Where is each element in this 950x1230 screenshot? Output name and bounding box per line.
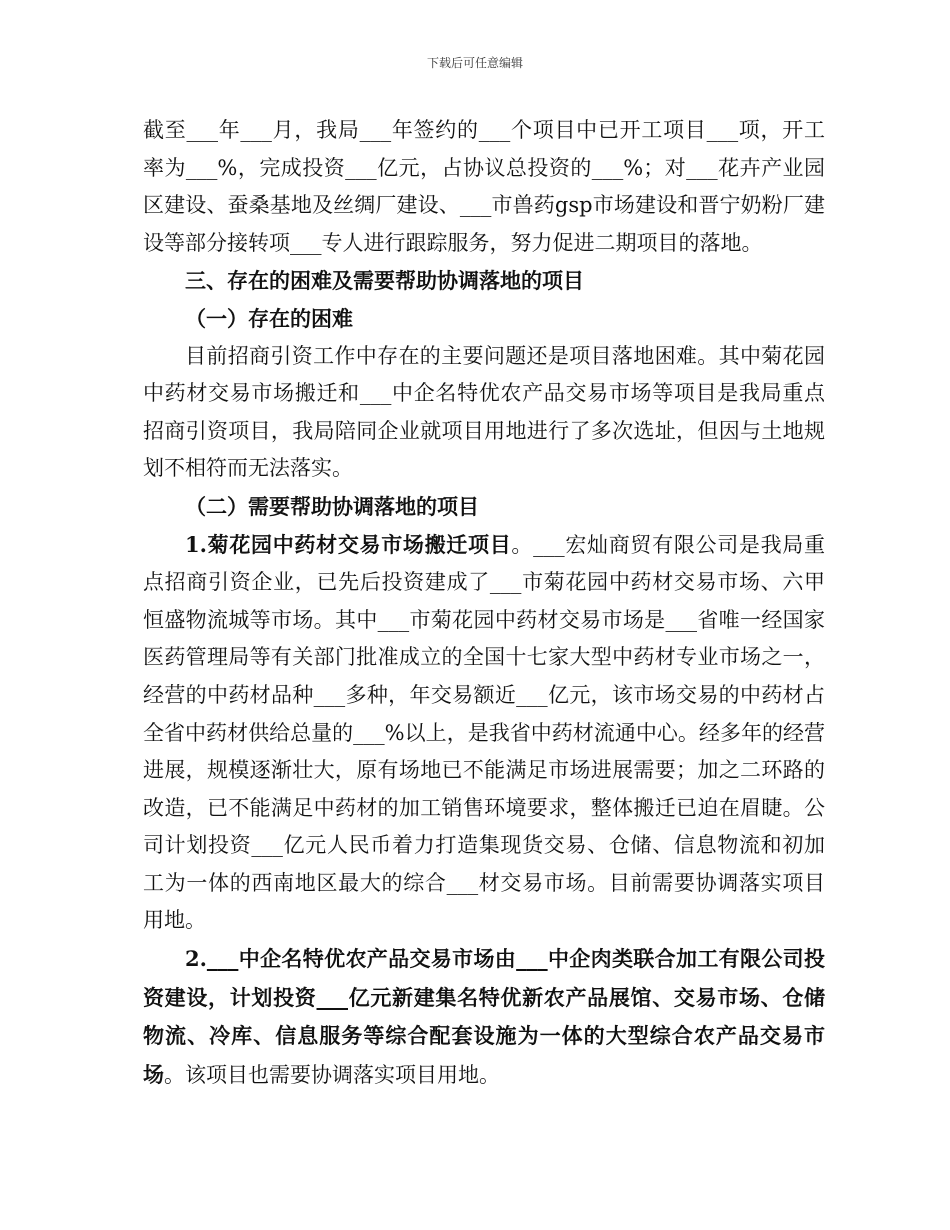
project-2-title: 2.___中企名特优农产品交易市场由___中企肉类联合加工有限公司投资建设，计划投资___亿元新建集名特优新农产品展馆、交易市场、仓储物流、冷库、信息服务等综合配套设施为一体的大型综合农产品交易市场	[143, 946, 825, 1087]
subsection-heading-difficulties: （一）存在的困难	[185, 305, 353, 331]
section-heading-3: 三、存在的困难及需要帮助协调落地的项目	[185, 268, 584, 294]
paragraph-difficulties: 目前招商引资工作中存在的主要问题还是项目落地困难。其中菊花园中药材交易市场搬迁和___中企名特优农产品交易市场等项目是我局重点招商引资项目，我局陪同企业就项目用地进行了多次选址，但因与土地规划不相符而无法落实。	[143, 343, 825, 481]
document-body	[143, 112, 825, 1094]
page-header: 下载后可任意编辑	[426, 56, 523, 70]
project-2-text: 。该项目也需要协调落实项目用地。	[164, 1062, 500, 1087]
subsection-heading-projects: （二）需要帮助协调落地的项目	[185, 493, 479, 519]
project-1-title: 1.菊花园中药材交易市场搬迁项目	[185, 531, 512, 557]
paragraph-progress: 截至___年___月，我局___年签约的___个项目中已开工项目___项，开工率为___%，完成投资___亿元，占协议总投资的___%；对___花卉产业园区建设、蚕桑基地及丝绸厂建设、___市兽药gsp市场建设和晋宁奶粉厂建设等部分接转项___专人进行跟踪服务，努力促进二期项目的落地。	[143, 118, 825, 255]
paragraph-project-1	[143, 526, 825, 941]
project-1-text: 。___宏灿商贸有限公司是我局重点招商引资企业，已先后投资建成了___市菊花园中药材交易市场、六甲恒盛物流城等市场。其中___市菊花园中药材交易市场是___省唯一经国家医药管理局等有关部门批准成立的全国十七家大型中药材专业市场之一，经营的中药材品种___多种，年交易额近___亿元，该市场交易的中药材占全省中药材供给总量的___%以上，是我省中药材流通中心。经多年的经营进展，规模逐渐壮大，原有场地已不能满足市场进展需要；加之二环路的改造，已不能满足中药材的加工销售环境要求，整体搬迁已迫在眉睫。公司计划投资___亿元人民币着力打造集现货交易、仓储、信息物流和初加工为一体的西南地区最大的综合___材交易市场。目前需要协调落实项目用地。	[143, 532, 826, 933]
paragraph-project-2	[143, 940, 825, 1094]
